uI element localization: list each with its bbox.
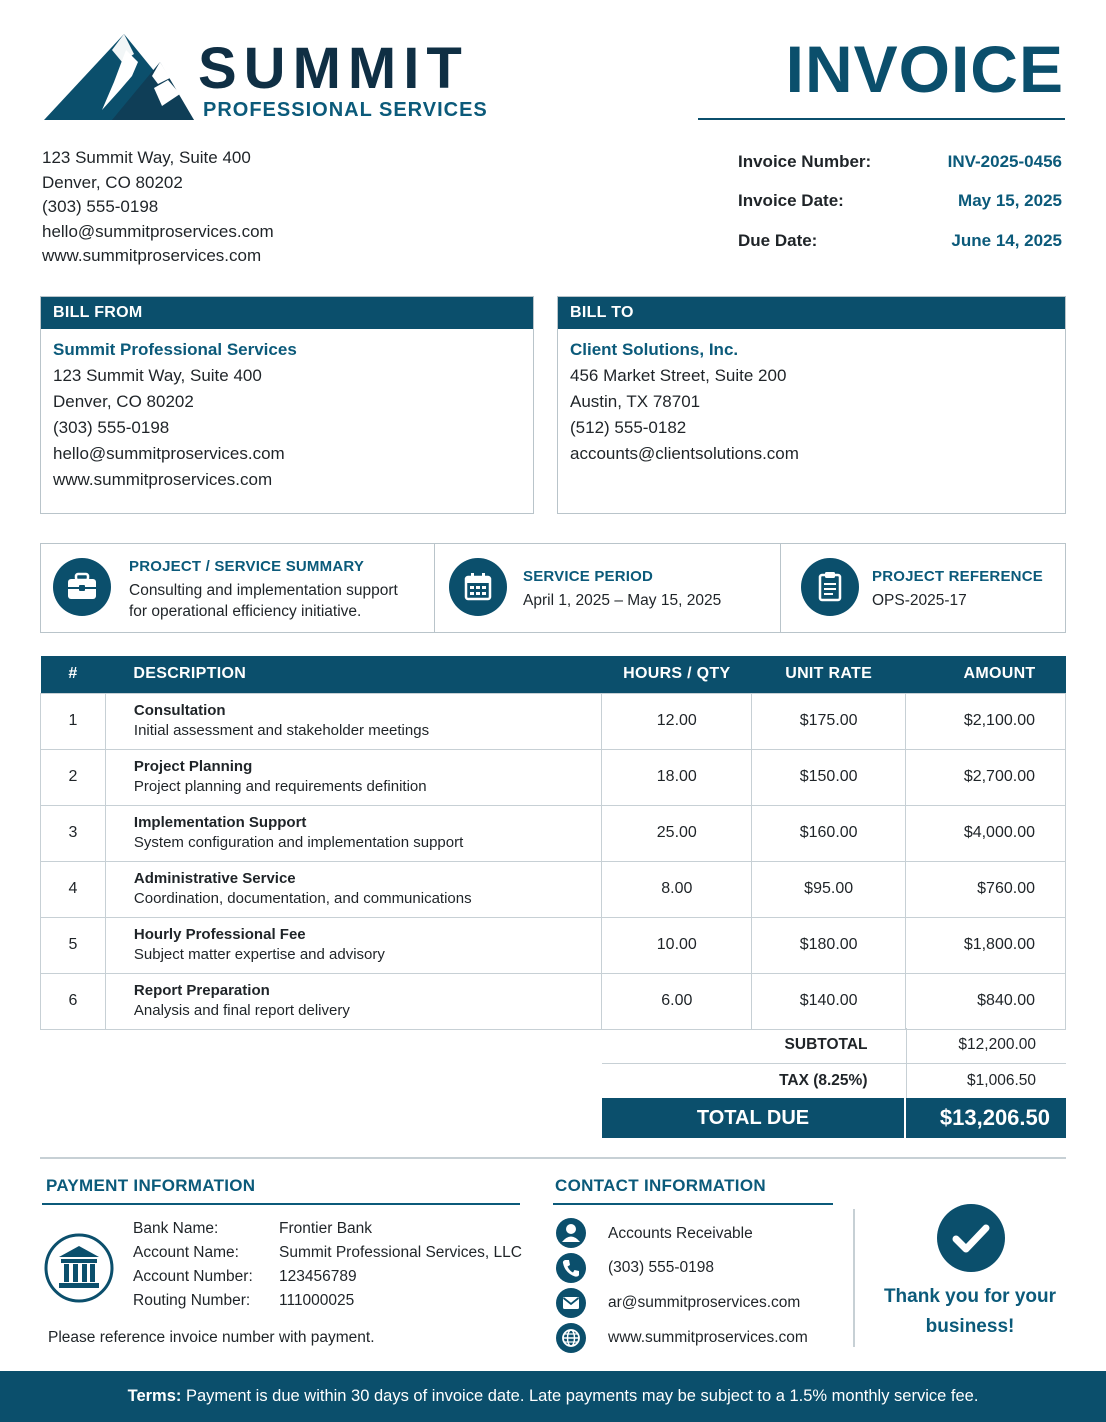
total-due-bar	[602, 1098, 1066, 1138]
service-period-text: April 1, 2025 – May 15, 2025	[523, 592, 722, 609]
payment-info-header: PAYMENT INFORMATION	[46, 1176, 256, 1195]
row-detail: Analysis and final report delivery	[133, 1002, 350, 1019]
bill-from-line: 123 Summit Way, Suite 400	[53, 366, 262, 385]
row-number: 4	[41, 861, 106, 917]
bank-name-label: Bank Name:	[133, 1220, 219, 1237]
tax-value: $1,006.50	[906, 1063, 1066, 1098]
contact-phone[interactable]: (303) 555-0198	[608, 1259, 714, 1276]
row-rate: $95.00	[752, 861, 906, 917]
checkmark-icon	[937, 1204, 1005, 1272]
row-rate: $150.00	[752, 749, 906, 805]
due-date-label: Due Date:	[738, 231, 818, 250]
col-header-rate: UNIT RATE	[752, 656, 906, 693]
project-reference-title: PROJECT REFERENCE	[872, 568, 1043, 585]
company-address-line: Denver, CO 80202	[42, 172, 183, 192]
row-number: 2	[41, 749, 106, 805]
company-website: www.summitproservices.com	[42, 246, 262, 266]
globe-icon	[556, 1323, 586, 1353]
brand-tagline: PROFESSIONAL SERVICES	[203, 99, 488, 121]
title-rule	[698, 118, 1065, 120]
subtotal-label: SUBTOTAL	[602, 1028, 906, 1063]
company-address-line: 123 Summit Way, Suite 400	[42, 148, 251, 167]
contact-email[interactable]: ar@summitproservices.com	[608, 1294, 801, 1311]
row-description	[105, 861, 601, 917]
clipboard-icon	[801, 558, 859, 616]
row-detail: Subject matter expertise and advisory	[133, 946, 385, 963]
row-title: Report Preparation	[133, 982, 270, 999]
account-number-value: 123456789	[279, 1268, 357, 1285]
invoice-number-value: INV-2025-0456	[947, 152, 1062, 171]
col-header-description: DESCRIPTION	[105, 656, 601, 693]
terms-footer	[0, 1371, 1106, 1422]
line-items-table	[40, 656, 1066, 1030]
tax-row	[602, 1063, 1066, 1098]
bill-to-line: (512) 555-0182	[570, 418, 687, 437]
bill-from-line: Denver, CO 80202	[53, 392, 194, 411]
row-amount: $4,000.00	[906, 805, 1066, 861]
bill-to-name: Client Solutions, Inc.	[570, 340, 739, 359]
terms-label: Terms:	[127, 1387, 182, 1405]
routing-number-label: Routing Number:	[133, 1292, 251, 1309]
company-email: hello@summitproservices.com	[42, 221, 274, 241]
row-description	[105, 973, 601, 1029]
contact-website[interactable]: www.summitproservices.com	[608, 1329, 808, 1346]
payment-note: Please reference invoice number with payment.	[48, 1329, 375, 1346]
row-title: Administrative Service	[133, 870, 296, 887]
row-amount: $760.00	[906, 861, 1066, 917]
row-number: 3	[41, 805, 106, 861]
bill-to-line: 456 Market Street, Suite 200	[570, 366, 787, 385]
col-header-amount: AMOUNT	[906, 656, 1066, 693]
thank-you-line: business!	[925, 1316, 1015, 1337]
terms-text: Payment is due within 30 days of invoice date. Late payments may be subject to a 1.5% monthly service fee.	[181, 1387, 979, 1405]
row-rate: $160.00	[752, 805, 906, 861]
service-period-cell	[435, 544, 781, 632]
table-row	[41, 693, 1066, 749]
account-name-label: Account Name:	[133, 1244, 239, 1261]
bill-to-header: BILL TO	[558, 297, 1065, 329]
project-summary-row	[40, 543, 1066, 633]
table-row	[41, 805, 1066, 861]
project-summary-line: Consulting and implementation support	[129, 582, 398, 599]
row-title: Project Planning	[133, 758, 253, 775]
subtotal-row	[602, 1028, 1066, 1063]
bill-to-box	[557, 296, 1066, 514]
bill-from-header: BILL FROM	[41, 297, 533, 329]
phone-icon	[556, 1253, 586, 1283]
table-row	[41, 749, 1066, 805]
due-date-value: June 14, 2025	[951, 231, 1062, 250]
routing-number-value: 111000025	[279, 1292, 355, 1309]
row-description	[105, 693, 601, 749]
project-reference-text: OPS-2025-17	[872, 592, 967, 609]
row-description	[105, 917, 601, 973]
service-period-title: SERVICE PERIOD	[523, 568, 654, 585]
invoice-date-label: Invoice Date:	[738, 191, 844, 210]
row-title: Hourly Professional Fee	[133, 926, 306, 943]
contact-name: Accounts Receivable	[608, 1225, 753, 1242]
account-number-label: Account Number:	[133, 1268, 253, 1285]
vertical-divider	[853, 1209, 855, 1347]
project-summary-title: PROJECT / SERVICE SUMMARY	[129, 558, 365, 575]
project-reference-cell	[781, 544, 1065, 632]
row-description	[105, 805, 601, 861]
section-divider	[40, 1157, 1066, 1159]
bill-from-line: www.summitproservices.com	[53, 470, 273, 489]
col-header-qty: HOURS / QTY	[602, 656, 752, 693]
bill-to-line: Austin, TX 78701	[570, 392, 701, 411]
subtotal-value: $12,200.00	[906, 1028, 1066, 1063]
col-header-num: #	[41, 656, 106, 693]
contact-info-rule	[553, 1203, 833, 1205]
brand-name: SUMMIT	[198, 36, 469, 101]
company-phone: (303) 555-0198	[42, 197, 159, 217]
row-detail: Initial assessment and stakeholder meetings	[133, 722, 430, 739]
project-summary-line: for operational efficiency initiative.	[129, 603, 362, 620]
row-number: 5	[41, 917, 106, 973]
bill-from-name: Summit Professional Services	[53, 340, 297, 359]
bill-from-box	[40, 296, 534, 514]
project-summary-cell	[41, 544, 435, 632]
row-detail: System configuration and implementation support	[133, 834, 464, 851]
row-rate: $175.00	[752, 693, 906, 749]
row-number: 1	[41, 693, 106, 749]
payment-info-rule	[42, 1203, 520, 1205]
thank-you-line: Thank you for your	[883, 1286, 1057, 1307]
calendar-icon	[449, 558, 507, 616]
row-qty: 6.00	[602, 973, 752, 1029]
row-qty: 18.00	[602, 749, 752, 805]
row-qty: 8.00	[602, 861, 752, 917]
row-amount: $2,700.00	[906, 749, 1066, 805]
invoice-date-value: May 15, 2025	[958, 191, 1062, 210]
company-address	[42, 146, 274, 269]
row-rate: $140.00	[752, 973, 906, 1029]
total-due-label: TOTAL DUE	[602, 1098, 906, 1138]
totals-table	[602, 1028, 1066, 1099]
row-qty: 25.00	[602, 805, 752, 861]
person-icon	[556, 1218, 586, 1248]
row-title: Implementation Support	[133, 814, 307, 831]
account-name-value: Summit Professional Services, LLC	[279, 1244, 522, 1261]
row-detail: Coordination, documentation, and communications	[133, 890, 472, 907]
row-number: 6	[41, 973, 106, 1029]
row-description	[105, 749, 601, 805]
row-amount: $1,800.00	[906, 917, 1066, 973]
contact-info-header: CONTACT INFORMATION	[555, 1176, 766, 1195]
email-icon	[556, 1288, 586, 1318]
row-qty: 10.00	[602, 917, 752, 973]
tax-label: TAX (8.25%)	[602, 1063, 906, 1098]
total-due-value: $13,206.50	[906, 1098, 1066, 1138]
project-summary-text	[129, 580, 398, 622]
thank-you-message	[858, 1282, 1082, 1342]
row-amount: $2,100.00	[906, 693, 1066, 749]
bill-to-line: accounts@clientsolutions.com	[570, 444, 799, 463]
invoice-title: INVOICE	[785, 32, 1064, 106]
table-row	[41, 973, 1066, 1029]
row-detail: Project planning and requirements definition	[133, 778, 427, 795]
row-title: Consultation	[133, 702, 226, 719]
bill-from-line: (303) 555-0198	[53, 418, 170, 437]
bank-name-value: Frontier Bank	[279, 1220, 373, 1237]
bill-from-line: hello@summitproservices.com	[53, 444, 285, 463]
invoice-number-label: Invoice Number:	[738, 152, 872, 171]
bank-icon	[44, 1233, 114, 1303]
row-amount: $840.00	[906, 973, 1066, 1029]
row-qty: 12.00	[602, 693, 752, 749]
table-header-row	[41, 656, 1066, 693]
table-row	[41, 861, 1066, 917]
table-row	[41, 917, 1066, 973]
row-rate: $180.00	[752, 917, 906, 973]
briefcase-icon	[53, 558, 111, 616]
